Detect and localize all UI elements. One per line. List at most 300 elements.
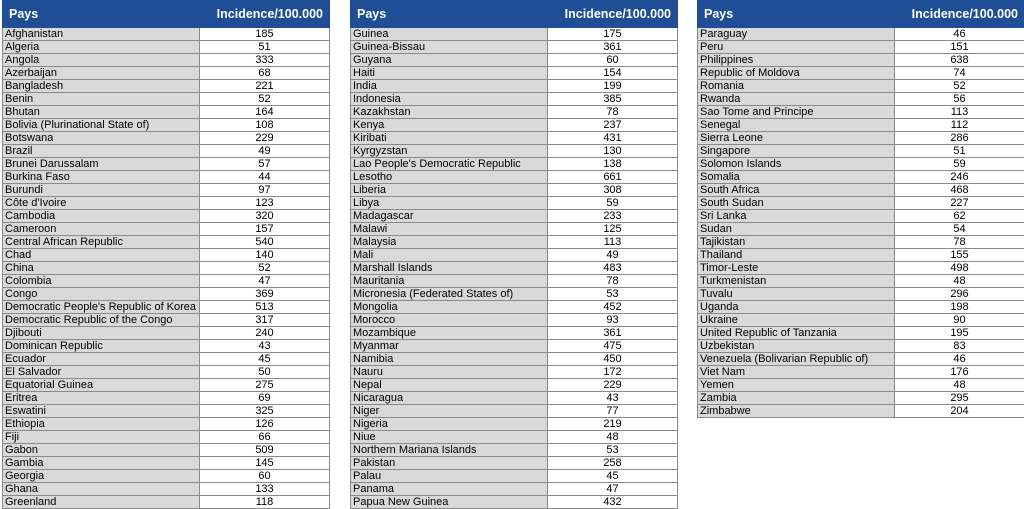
- incidence-value-cell: 258: [548, 457, 678, 470]
- table-row: [351, 314, 678, 327]
- incidence-value-cell: 468: [895, 184, 1024, 197]
- incidence-value-cell: 227: [895, 197, 1024, 210]
- incidence-table-3: [697, 0, 1024, 418]
- incidence-value-cell: 246: [895, 171, 1024, 184]
- country-cell: Democratic People's Republic of Korea: [3, 301, 200, 314]
- table-row: [698, 353, 1024, 366]
- country-cell: Nigeria: [351, 418, 548, 431]
- country-cell: Haiti: [351, 67, 548, 80]
- table-row: [351, 405, 678, 418]
- table-row: [351, 145, 678, 158]
- country-cell: Equatorial Guinea: [3, 379, 200, 392]
- country-cell: Yemen: [698, 379, 895, 392]
- country-cell: Zimbabwe: [698, 405, 895, 418]
- country-cell: Ethiopia: [3, 418, 200, 431]
- country-cell: Ukraine: [698, 314, 895, 327]
- country-cell: Guyana: [351, 54, 548, 67]
- country-column-header: Pays: [3, 1, 200, 28]
- incidence-value-cell: 157: [200, 223, 330, 236]
- country-cell: Cambodia: [3, 210, 200, 223]
- table-row: [3, 392, 330, 405]
- incidence-value-cell: 661: [548, 171, 678, 184]
- country-cell: Mozambique: [351, 327, 548, 340]
- incidence-value-cell: 361: [548, 327, 678, 340]
- incidence-value-cell: 133: [200, 483, 330, 496]
- table-row: [3, 93, 330, 106]
- table-row: [698, 184, 1024, 197]
- country-cell: Mauritania: [351, 275, 548, 288]
- table-row: [3, 54, 330, 67]
- table-row: [3, 353, 330, 366]
- incidence-value-cell: 296: [895, 288, 1024, 301]
- table-row: [351, 236, 678, 249]
- table-row: [3, 223, 330, 236]
- incidence-value-cell: 176: [895, 366, 1024, 379]
- incidence-table-2: [350, 0, 678, 509]
- incidence-column-header: Incidence/100.000: [548, 1, 678, 28]
- table-row: [351, 210, 678, 223]
- table-row: [351, 184, 678, 197]
- table-row: [351, 327, 678, 340]
- incidence-value-cell: 333: [200, 54, 330, 67]
- country-column-header: Pays: [351, 1, 548, 28]
- country-cell: Senegal: [698, 119, 895, 132]
- country-cell: Sierra Leone: [698, 132, 895, 145]
- country-cell: Brunei Darussalam: [3, 158, 200, 171]
- country-cell: Paraguay: [698, 28, 895, 41]
- table-row: [3, 457, 330, 470]
- table-row: [698, 145, 1024, 158]
- country-cell: Central African Republic: [3, 236, 200, 249]
- incidence-value-cell: 48: [895, 275, 1024, 288]
- incidence-value-cell: 540: [200, 236, 330, 249]
- incidence-value-cell: 450: [548, 353, 678, 366]
- table-row: [3, 327, 330, 340]
- table-header-row: [698, 1, 1024, 28]
- incidence-value-cell: 59: [548, 197, 678, 210]
- incidence-value-cell: 50: [200, 366, 330, 379]
- table-header-row: [351, 1, 678, 28]
- incidence-value-cell: 52: [200, 93, 330, 106]
- incidence-value-cell: 52: [895, 80, 1024, 93]
- country-cell: Panama: [351, 483, 548, 496]
- table-row: [3, 171, 330, 184]
- country-cell: Mongolia: [351, 301, 548, 314]
- incidence-value-cell: 431: [548, 132, 678, 145]
- country-cell: China: [3, 262, 200, 275]
- country-cell: Niger: [351, 405, 548, 418]
- table-row: [3, 431, 330, 444]
- country-cell: Liberia: [351, 184, 548, 197]
- incidence-value-cell: 361: [548, 41, 678, 54]
- incidence-value-cell: 130: [548, 145, 678, 158]
- table-row: [351, 470, 678, 483]
- country-cell: Kyrgyzstan: [351, 145, 548, 158]
- country-cell: Libya: [351, 197, 548, 210]
- incidence-value-cell: 52: [200, 262, 330, 275]
- country-cell: Bolivia (Plurinational State of): [3, 119, 200, 132]
- country-cell: Tuvalu: [698, 288, 895, 301]
- table-row: [3, 470, 330, 483]
- table-row: [351, 457, 678, 470]
- table-row: [698, 210, 1024, 223]
- country-cell: Republic of Moldova: [698, 67, 895, 80]
- table-row: [698, 106, 1024, 119]
- table-row: [351, 431, 678, 444]
- incidence-value-cell: 62: [895, 210, 1024, 223]
- incidence-value-cell: 78: [548, 275, 678, 288]
- incidence-value-cell: 97: [200, 184, 330, 197]
- country-cell: Morocco: [351, 314, 548, 327]
- country-cell: Georgia: [3, 470, 200, 483]
- country-cell: Micronesia (Federated States of): [351, 288, 548, 301]
- table-row: [3, 197, 330, 210]
- country-cell: South Africa: [698, 184, 895, 197]
- incidence-value-cell: 219: [548, 418, 678, 431]
- incidence-value-cell: 286: [895, 132, 1024, 145]
- country-cell: El Salvador: [3, 366, 200, 379]
- table-row: [3, 145, 330, 158]
- incidence-value-cell: 77: [548, 405, 678, 418]
- table-row: [3, 405, 330, 418]
- country-cell: Azerbaijan: [3, 67, 200, 80]
- incidence-value-cell: 475: [548, 340, 678, 353]
- table-row: [351, 28, 678, 41]
- table-row: [351, 366, 678, 379]
- incidence-value-cell: 452: [548, 301, 678, 314]
- table-row: [698, 80, 1024, 93]
- country-cell: Algeria: [3, 41, 200, 54]
- table-row: [351, 288, 678, 301]
- table-row: [351, 392, 678, 405]
- incidence-value-cell: 498: [895, 262, 1024, 275]
- table-row: [698, 340, 1024, 353]
- table-row: [3, 301, 330, 314]
- incidence-value-cell: 53: [548, 288, 678, 301]
- country-cell: Uganda: [698, 301, 895, 314]
- country-cell: Sudan: [698, 223, 895, 236]
- table-row: [3, 184, 330, 197]
- table-row: [698, 379, 1024, 392]
- country-cell: Nicaragua: [351, 392, 548, 405]
- country-cell: Eswatini: [3, 405, 200, 418]
- incidence-value-cell: 138: [548, 158, 678, 171]
- country-cell: Nauru: [351, 366, 548, 379]
- incidence-value-cell: 509: [200, 444, 330, 457]
- country-cell: Zambia: [698, 392, 895, 405]
- country-cell: Viet Nam: [698, 366, 895, 379]
- country-cell: Pakistan: [351, 457, 548, 470]
- incidence-value-cell: 155: [895, 249, 1024, 262]
- incidence-value-cell: 46: [895, 28, 1024, 41]
- table-row: [3, 314, 330, 327]
- table-row: [351, 249, 678, 262]
- country-cell: Marshall Islands: [351, 262, 548, 275]
- table-row: [698, 405, 1024, 418]
- incidence-value-cell: 151: [895, 41, 1024, 54]
- incidence-value-cell: 74: [895, 67, 1024, 80]
- incidence-value-cell: 48: [548, 431, 678, 444]
- table-row: [3, 288, 330, 301]
- table-row: [351, 41, 678, 54]
- incidence-value-cell: 229: [548, 379, 678, 392]
- incidence-table-1: [2, 0, 330, 509]
- incidence-value-cell: 45: [548, 470, 678, 483]
- table-row: [698, 93, 1024, 106]
- country-cell: Nepal: [351, 379, 548, 392]
- table-row: [698, 327, 1024, 340]
- incidence-value-cell: 317: [200, 314, 330, 327]
- incidence-value-cell: 54: [895, 223, 1024, 236]
- country-cell: Namibia: [351, 353, 548, 366]
- incidence-value-cell: 308: [548, 184, 678, 197]
- incidence-value-cell: 45: [200, 353, 330, 366]
- incidence-value-cell: 47: [548, 483, 678, 496]
- country-cell: Thailand: [698, 249, 895, 262]
- country-cell: Guinea-Bissau: [351, 41, 548, 54]
- table-row: [351, 158, 678, 171]
- table-row: [698, 288, 1024, 301]
- incidence-value-cell: 60: [200, 470, 330, 483]
- incidence-value-cell: 68: [200, 67, 330, 80]
- incidence-value-cell: 172: [548, 366, 678, 379]
- table-row: [351, 340, 678, 353]
- country-cell: Congo: [3, 288, 200, 301]
- table-row: [3, 262, 330, 275]
- table-row: [3, 158, 330, 171]
- country-cell: Ghana: [3, 483, 200, 496]
- table-row: [3, 80, 330, 93]
- table-header-row: [3, 1, 330, 28]
- table-row: [351, 80, 678, 93]
- incidence-value-cell: 432: [548, 496, 678, 509]
- table-row: [698, 314, 1024, 327]
- incidence-value-cell: 126: [200, 418, 330, 431]
- table-row: [351, 418, 678, 431]
- incidence-value-cell: 385: [548, 93, 678, 106]
- country-cell: Uzbekistan: [698, 340, 895, 353]
- table-row: [351, 197, 678, 210]
- country-cell: Tajikistan: [698, 236, 895, 249]
- incidence-value-cell: 240: [200, 327, 330, 340]
- country-cell: Gabon: [3, 444, 200, 457]
- country-cell: United Republic of Tanzania: [698, 327, 895, 340]
- incidence-value-cell: 60: [548, 54, 678, 67]
- country-cell: Palau: [351, 470, 548, 483]
- incidence-value-cell: 229: [200, 132, 330, 145]
- table-row: [698, 366, 1024, 379]
- country-cell: Sri Lanka: [698, 210, 895, 223]
- incidence-value-cell: 185: [200, 28, 330, 41]
- incidence-value-cell: 59: [895, 158, 1024, 171]
- incidence-value-cell: 125: [548, 223, 678, 236]
- incidence-value-cell: 113: [548, 236, 678, 249]
- incidence-value-cell: 43: [200, 340, 330, 353]
- table-row: [698, 119, 1024, 132]
- table-row: [3, 28, 330, 41]
- table-row: [698, 54, 1024, 67]
- table-row: [351, 353, 678, 366]
- country-cell: Myanmar: [351, 340, 548, 353]
- incidence-value-cell: 164: [200, 106, 330, 119]
- incidence-value-cell: 66: [200, 431, 330, 444]
- incidence-value-cell: 199: [548, 80, 678, 93]
- table-row: [3, 106, 330, 119]
- country-cell: Djibouti: [3, 327, 200, 340]
- country-cell: Colombia: [3, 275, 200, 288]
- table-row: [698, 197, 1024, 210]
- country-cell: Madagascar: [351, 210, 548, 223]
- country-cell: Bangladesh: [3, 80, 200, 93]
- country-cell: Philippines: [698, 54, 895, 67]
- incidence-value-cell: 638: [895, 54, 1024, 67]
- table-row: [3, 41, 330, 54]
- incidence-value-cell: 78: [548, 106, 678, 119]
- table-row: [3, 210, 330, 223]
- table-row: [3, 340, 330, 353]
- incidence-value-cell: 118: [200, 496, 330, 509]
- incidence-value-cell: 483: [548, 262, 678, 275]
- table-row: [3, 67, 330, 80]
- country-cell: Benin: [3, 93, 200, 106]
- incidence-value-cell: 43: [548, 392, 678, 405]
- incidence-value-cell: 221: [200, 80, 330, 93]
- table-row: [698, 236, 1024, 249]
- table-row: [351, 483, 678, 496]
- table-row: [698, 158, 1024, 171]
- table-row: [351, 67, 678, 80]
- country-cell: Kenya: [351, 119, 548, 132]
- incidence-value-cell: 53: [548, 444, 678, 457]
- table-row: [698, 67, 1024, 80]
- table-row: [3, 379, 330, 392]
- country-cell: Venezuela (Bolivarian Republic of): [698, 353, 895, 366]
- country-cell: Timor-Leste: [698, 262, 895, 275]
- country-cell: Romania: [698, 80, 895, 93]
- country-cell: Côte d'Ivoire: [3, 197, 200, 210]
- country-cell: South Sudan: [698, 197, 895, 210]
- table-row: [351, 275, 678, 288]
- incidence-value-cell: 56: [895, 93, 1024, 106]
- table-row: [3, 366, 330, 379]
- incidence-value-cell: 112: [895, 119, 1024, 132]
- table-row: [698, 171, 1024, 184]
- country-cell: Somalia: [698, 171, 895, 184]
- country-cell: Sao Tome and Principe: [698, 106, 895, 119]
- table-row: [3, 132, 330, 145]
- country-cell: Kiribati: [351, 132, 548, 145]
- table-row: [351, 379, 678, 392]
- incidence-value-cell: 49: [200, 145, 330, 158]
- incidence-value-cell: 57: [200, 158, 330, 171]
- incidence-value-cell: 513: [200, 301, 330, 314]
- incidence-value-cell: 154: [548, 67, 678, 80]
- incidence-value-cell: 78: [895, 236, 1024, 249]
- country-cell: India: [351, 80, 548, 93]
- incidence-value-cell: 93: [548, 314, 678, 327]
- country-cell: Singapore: [698, 145, 895, 158]
- incidence-value-cell: 320: [200, 210, 330, 223]
- country-cell: Eritrea: [3, 392, 200, 405]
- table-row: [351, 132, 678, 145]
- incidence-value-cell: 46: [895, 353, 1024, 366]
- incidence-value-cell: 195: [895, 327, 1024, 340]
- table-row: [3, 275, 330, 288]
- table-row: [3, 418, 330, 431]
- table-row: [351, 93, 678, 106]
- country-cell: Kazakhstan: [351, 106, 548, 119]
- country-cell: Mali: [351, 249, 548, 262]
- incidence-value-cell: 145: [200, 457, 330, 470]
- table-row: [698, 262, 1024, 275]
- country-cell: Turkmenistan: [698, 275, 895, 288]
- country-cell: Burundi: [3, 184, 200, 197]
- country-cell: Democratic Republic of the Congo: [3, 314, 200, 327]
- incidence-value-cell: 51: [200, 41, 330, 54]
- country-cell: Bhutan: [3, 106, 200, 119]
- incidence-value-cell: 325: [200, 405, 330, 418]
- incidence-value-cell: 198: [895, 301, 1024, 314]
- incidence-value-cell: 51: [895, 145, 1024, 158]
- table-row: [3, 236, 330, 249]
- table-row: [698, 275, 1024, 288]
- incidence-value-cell: 90: [895, 314, 1024, 327]
- incidence-value-cell: 49: [548, 249, 678, 262]
- table-row: [3, 249, 330, 262]
- country-cell: Dominican Republic: [3, 340, 200, 353]
- incidence-value-cell: 233: [548, 210, 678, 223]
- country-cell: Guinea: [351, 28, 548, 41]
- table-row: [351, 119, 678, 132]
- incidence-value-cell: 369: [200, 288, 330, 301]
- country-cell: Brazil: [3, 145, 200, 158]
- table-row: [3, 483, 330, 496]
- table-row: [698, 28, 1024, 41]
- country-cell: Indonesia: [351, 93, 548, 106]
- country-cell: Solomon Islands: [698, 158, 895, 171]
- country-cell: Rwanda: [698, 93, 895, 106]
- incidence-value-cell: 48: [895, 379, 1024, 392]
- country-cell: Papua New Guinea: [351, 496, 548, 509]
- country-column-header: Pays: [698, 1, 895, 28]
- incidence-value-cell: 47: [200, 275, 330, 288]
- table-row: [351, 262, 678, 275]
- table-row: [351, 54, 678, 67]
- table-row: [351, 223, 678, 236]
- table-row: [351, 171, 678, 184]
- country-cell: Gambia: [3, 457, 200, 470]
- table-row: [351, 106, 678, 119]
- country-cell: Chad: [3, 249, 200, 262]
- table-row: [3, 444, 330, 457]
- table-row: [698, 392, 1024, 405]
- country-cell: Afghanistan: [3, 28, 200, 41]
- country-cell: Burkina Faso: [3, 171, 200, 184]
- country-cell: Peru: [698, 41, 895, 54]
- incidence-column-header: Incidence/100.000: [895, 1, 1024, 28]
- country-cell: Ecuador: [3, 353, 200, 366]
- incidence-value-cell: 44: [200, 171, 330, 184]
- table-row: [698, 301, 1024, 314]
- incidence-value-cell: 113: [895, 106, 1024, 119]
- country-cell: Botswana: [3, 132, 200, 145]
- incidence-value-cell: 69: [200, 392, 330, 405]
- incidence-column-header: Incidence/100.000: [200, 1, 330, 28]
- incidence-value-cell: 237: [548, 119, 678, 132]
- country-cell: Cameroon: [3, 223, 200, 236]
- table-row: [351, 444, 678, 457]
- incidence-value-cell: 275: [200, 379, 330, 392]
